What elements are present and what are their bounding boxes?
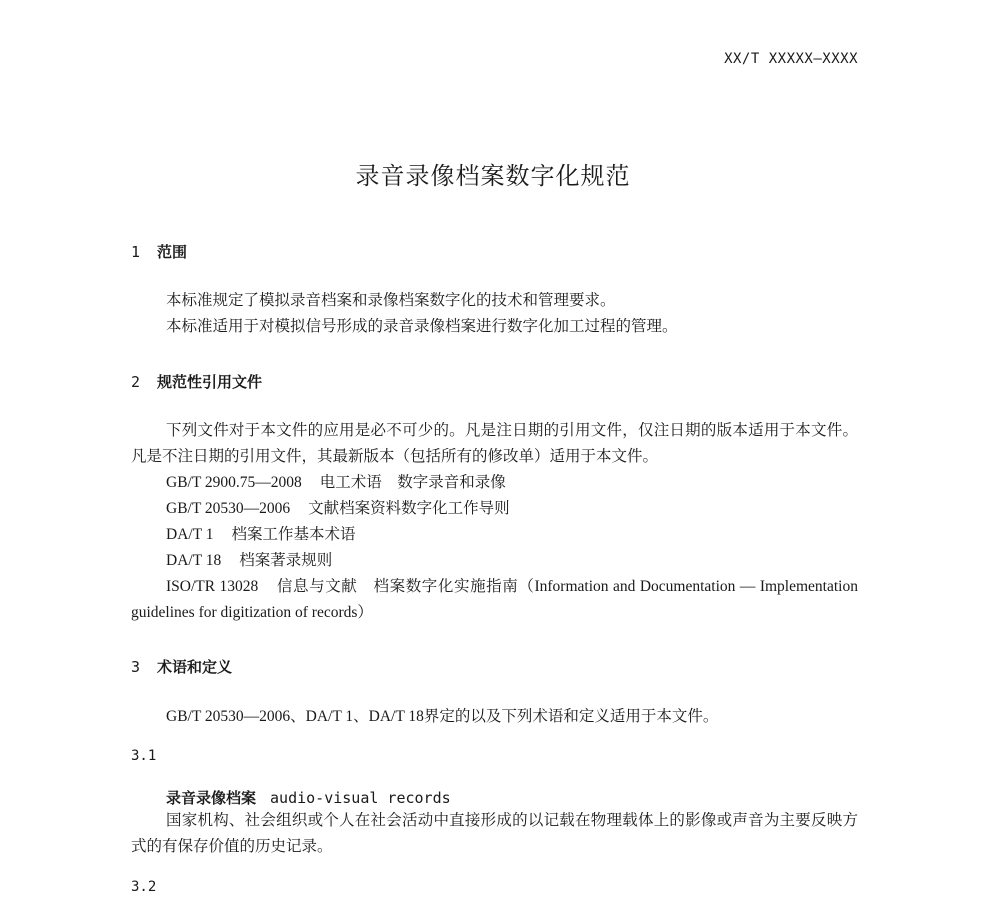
reference-item [166, 496, 510, 518]
reference-code: DA/T 18 [166, 552, 222, 569]
reference-code: GB/T 20530—2006 [166, 500, 291, 517]
section-number: 1 [131, 243, 141, 261]
section-number: 3 [131, 658, 141, 676]
reference-title: 档案工作基本术语 [231, 526, 356, 543]
section-3-heading [131, 656, 232, 677]
standard-code: XX/T XXXXX—XXXX [724, 51, 858, 67]
reference-item [166, 548, 332, 570]
reference-title: 文献档案资料数字化工作导则 [308, 500, 510, 517]
term-chinese: 录音录像档案 [166, 789, 257, 807]
section-2-heading [131, 371, 262, 392]
subclause-number: 3.1 [131, 748, 157, 764]
reference-item [131, 574, 858, 626]
terms-intro: GB/T 20530—2006、DA/T 1、DA/T 18界定的以及下列术语和定义适用于本文件。 [166, 708, 719, 725]
reference-title: 信息与文献 档案数字化实施指南（Information and Documentation — Implementation guidelines for digitization of records） [131, 578, 858, 621]
document-title: 录音录像档案数字化规范 [355, 162, 631, 190]
term-definition: 国家机构、社会组织或个人在社会活动中直接形成的以记载在物理载体上的影像或声音为主要反映方式的有保存价值的历史记录。 [131, 812, 858, 855]
reference-item [166, 470, 506, 492]
section-number: 2 [131, 373, 141, 391]
subclause-number: 3.2 [131, 879, 157, 895]
references-intro: 下列文件对于本文件的应用是必不可少的。凡是注日期的引用文件，仅注日期的版本适用于本文件。凡是不注日期的引用文件，其最新版本（包括所有的修改单）适用于本文件。 [131, 422, 858, 465]
term-entry [166, 787, 451, 808]
reference-code: GB/T 2900.75—2008 [166, 474, 302, 491]
section-title: 规范性引用文件 [157, 373, 263, 391]
term-english: audio-visual records [270, 789, 451, 807]
scope-paragraph-1: 本标准规定了模拟录音档案和录像档案数字化的技术和管理要求。 [166, 292, 616, 309]
section-1-heading [131, 241, 187, 262]
section-title: 术语和定义 [157, 658, 233, 676]
reference-code: ISO/TR 13028 [166, 578, 259, 595]
reference-item [166, 522, 356, 544]
reference-title: 电工术语 数字录音和录像 [319, 474, 506, 491]
scope-paragraph-2: 本标准适用于对模拟信号形成的录音录像档案进行数字化加工过程的管理。 [166, 318, 678, 335]
reference-title: 档案著录规则 [239, 552, 333, 569]
section-title: 范围 [157, 243, 188, 261]
reference-code: DA/T 1 [166, 526, 214, 543]
